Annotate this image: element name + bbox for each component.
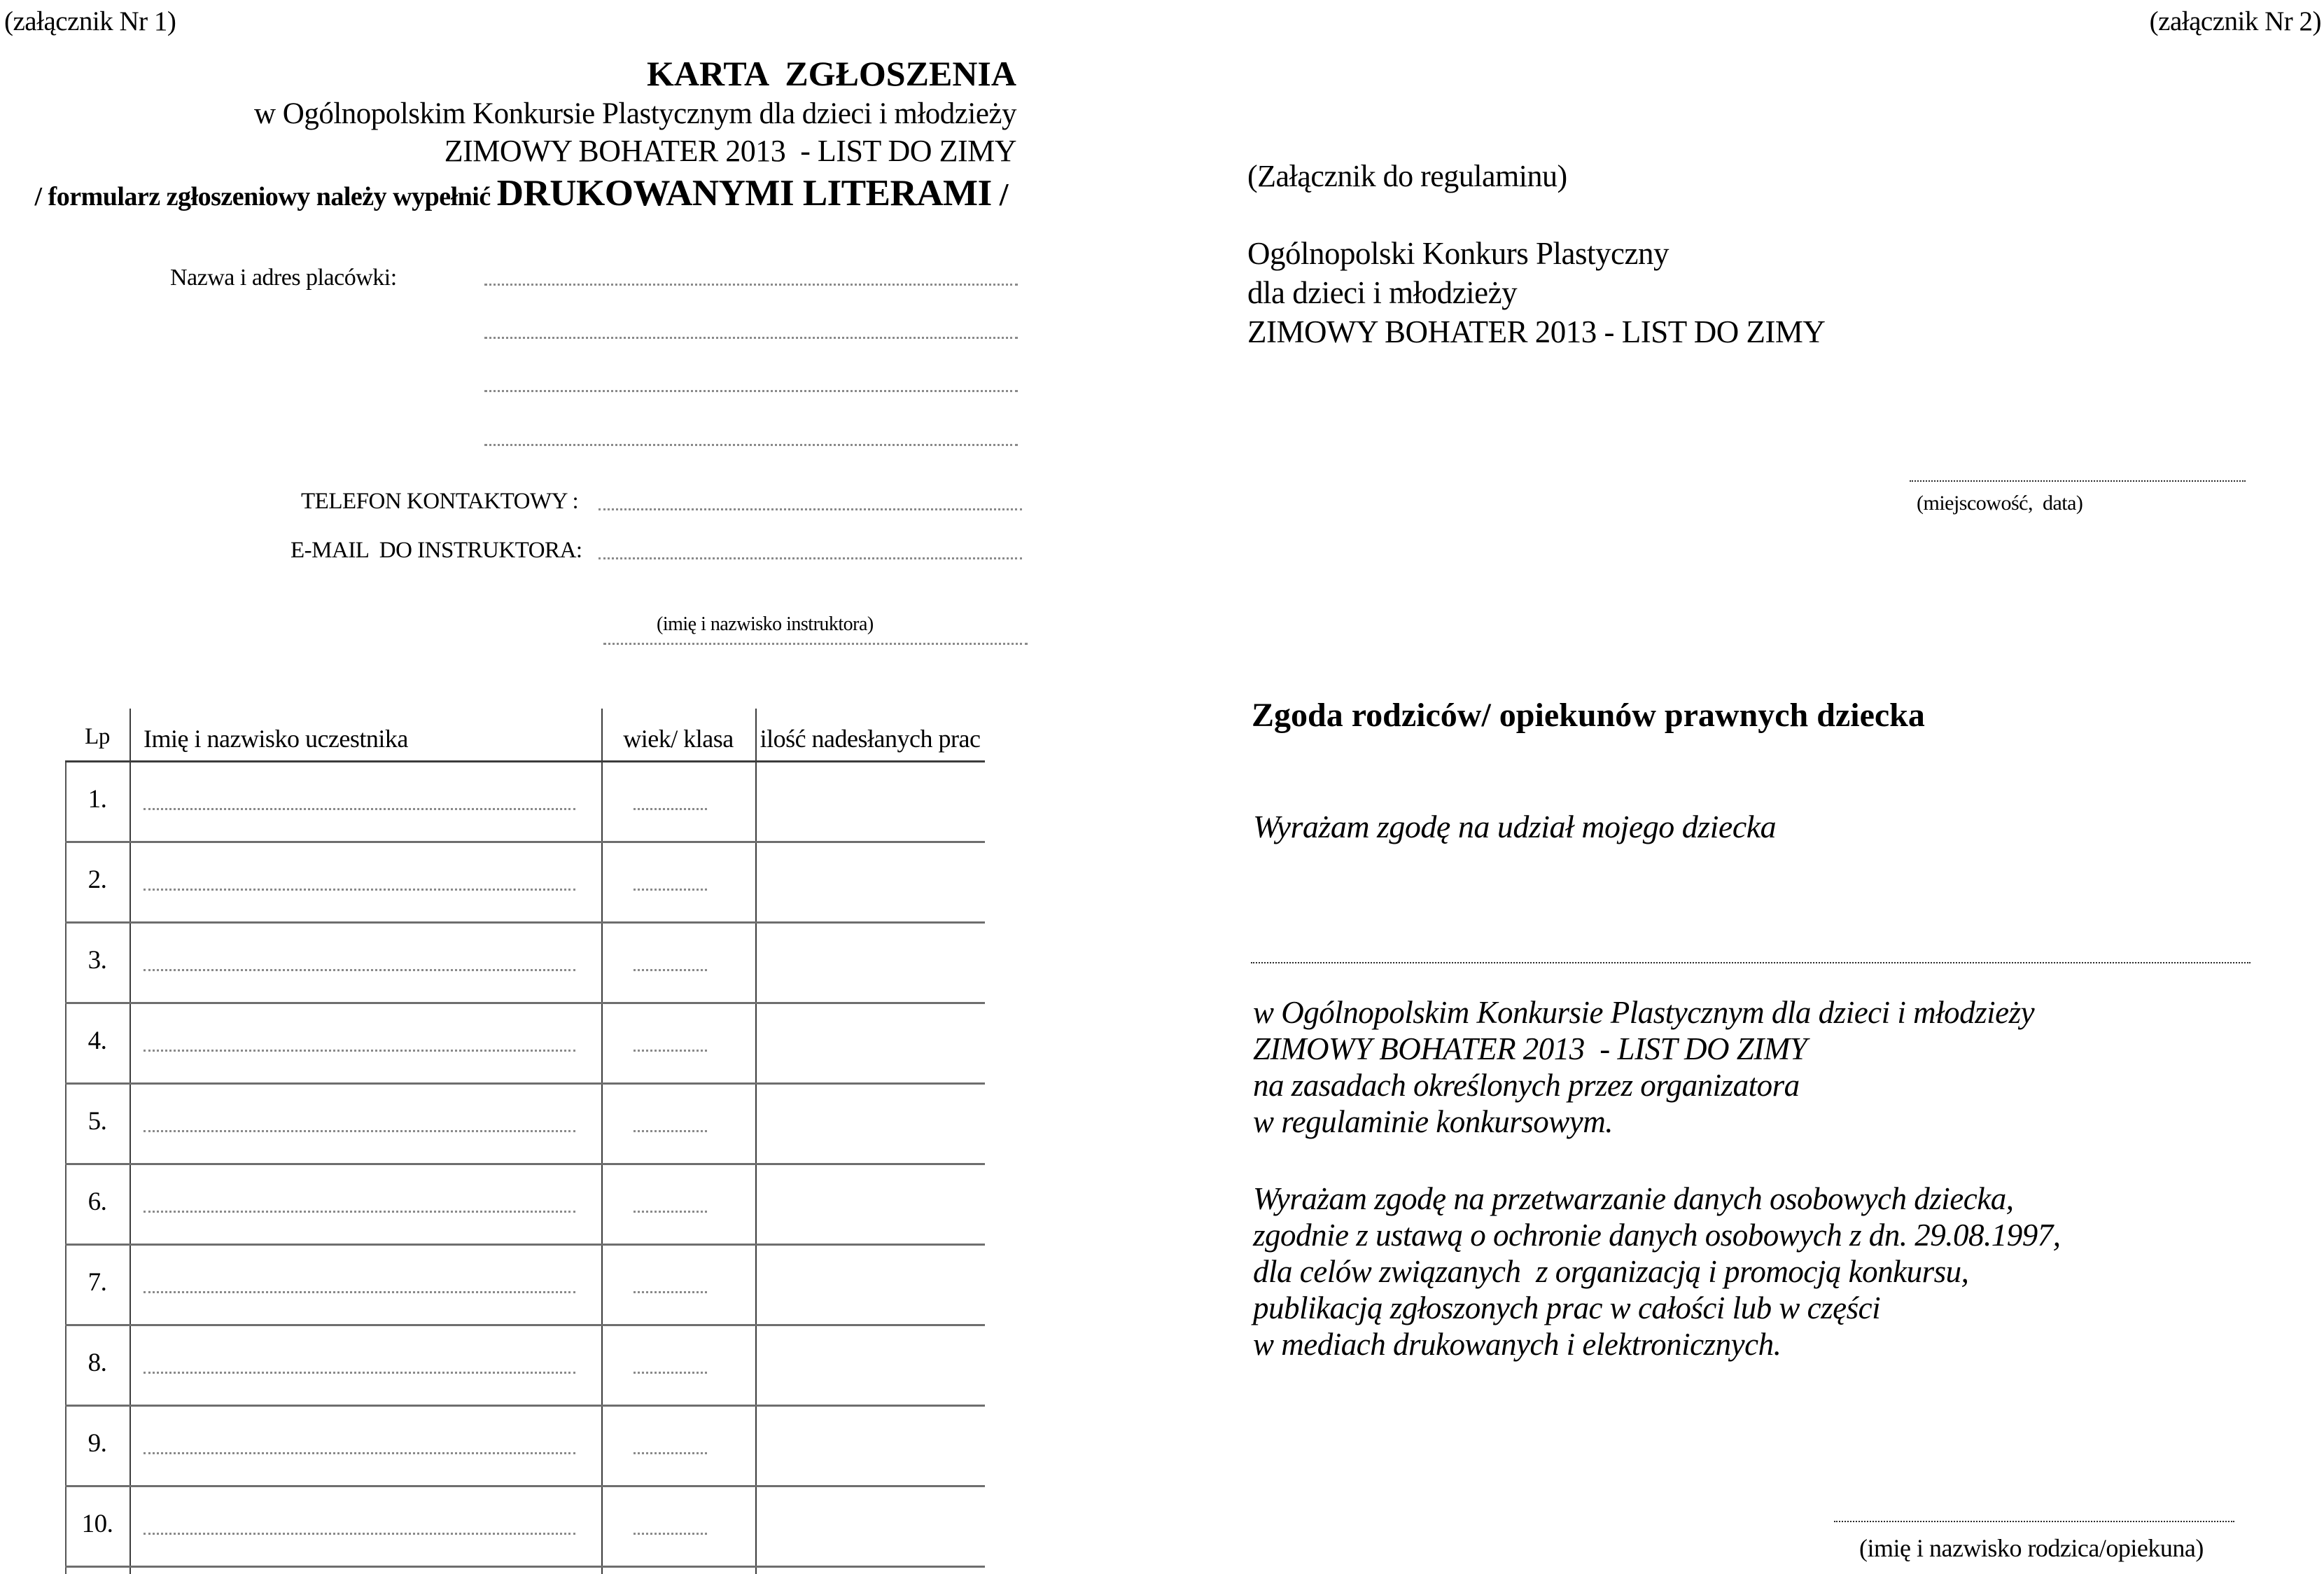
email-blank[interactable] [598,557,1022,559]
row-number: 7. [88,1268,107,1297]
row-number: 2. [88,865,107,894]
form-subtitle-1: w Ogólnopolskim Konkursie Plastycznym dla dzieci i młodzieży [254,97,1016,130]
fill-instruction-suffix: / [991,176,1008,212]
table-row [65,760,985,841]
participant-age-blank[interactable] [634,969,707,971]
place-date-caption: (miejscowość, data) [1917,492,2083,515]
parent-signature-caption: (imię i nazwisko rodzica/opiekuna) [1859,1534,2204,1562]
participant-age-blank[interactable] [634,1372,707,1374]
table-row [65,841,985,921]
contest-name-line-2: dla dzieci i młodzieży [1247,275,1518,310]
participant-age-blank[interactable] [634,889,707,891]
col-header-age: wiek/ klasa [623,725,734,753]
participant-age-blank[interactable] [634,1211,707,1213]
institution-line-4-blank[interactable] [484,444,1018,446]
institution-label: Nazwa i adres placówki: [170,265,397,291]
row-number: 4. [88,1026,107,1055]
consent-heading: Zgoda rodziców/ opiekunów prawnych dziecka [1252,697,1925,734]
consent-paragraph-2-line-5: w mediach drukowanych i elektronicznych. [1253,1327,1782,1362]
row-number: 10. [81,1510,113,1538]
regulation-note: (Załącznik do regulaminu) [1247,159,1567,193]
participant-age-blank[interactable] [634,1533,707,1535]
consent-paragraph-1-line-4: w regulaminie konkursowym. [1253,1104,1614,1139]
participant-name-blank[interactable] [144,1452,575,1454]
institution-line-3-blank[interactable] [484,390,1018,392]
participant-name-blank[interactable] [144,1050,575,1052]
col-header-name: Imię i nazwisko uczestnika [144,725,408,753]
row-number: 5. [88,1107,107,1136]
col-header-lp: Lp [85,724,110,749]
institution-line-1-blank[interactable] [484,284,1018,286]
participant-age-blank[interactable] [634,808,707,810]
parent-signature-blank[interactable] [1834,1521,2234,1522]
phone-blank[interactable] [598,508,1022,510]
consent-paragraph-2-line-2: zgodnie z ustawą o ochronie danych osobowych z dn. 29.08.1997, [1253,1218,2061,1253]
fill-instruction [34,172,1008,214]
consent-paragraph-2-line-1: Wyrażam zgodę na przetwarzanie danych osobowych dziecka, [1253,1181,2014,1216]
table-row-line [65,1566,985,1568]
fill-instruction-emphasis: DRUKOWANYMI LITERAMI [496,173,992,214]
participant-name-blank[interactable] [144,1130,575,1132]
fill-instruction-prefix: / formularz zgłoszeniowy należy wypełnić [34,182,497,211]
instructor-blank[interactable] [603,643,1028,645]
attachment-label-1: (załącznik Nr 1) [4,6,176,36]
consent-intro: Wyrażam zgodę na udział mojego dziecka [1253,809,1777,844]
consent-paragraph-1-line-1: w Ogólnopolskim Konkursie Plastycznym dla dzieci i młodzieży [1253,995,2035,1030]
participant-name-blank[interactable] [144,1372,575,1374]
table-row [65,1002,985,1082]
table-row [65,1082,985,1163]
table-row [65,1405,985,1485]
participant-name-blank[interactable] [144,1291,575,1293]
table-row [65,1163,985,1244]
institution-line-2-blank[interactable] [484,337,1018,339]
place-date-blank[interactable] [1910,480,2246,482]
table-row [65,1485,985,1566]
email-label: E-MAIL DO INSTRUKTORA: [290,538,582,563]
consent-paragraph-2-line-3: dla celów związanych z organizacją i promocją konkursu, [1253,1254,1969,1289]
participant-age-blank[interactable] [634,1291,707,1293]
col-header-works: ilość nadesłanych prac [760,725,981,753]
participant-name-blank[interactable] [144,969,575,971]
contest-name-line-3: ZIMOWY BOHATER 2013 - LIST DO ZIMY [1247,314,1826,349]
participant-name-blank[interactable] [144,808,575,810]
table-row [65,921,985,1002]
consent-paragraph-1-line-2: ZIMOWY BOHATER 2013 - LIST DO ZIMY [1253,1031,1807,1066]
participant-name-blank[interactable] [144,1211,575,1213]
form-subtitle-2: ZIMOWY BOHATER 2013 - LIST DO ZIMY [444,134,1016,168]
row-number: 3. [88,946,107,975]
participant-name-blank[interactable] [144,1533,575,1535]
participant-age-blank[interactable] [634,1050,707,1052]
row-number: 1. [88,785,107,814]
consent-paragraph-1-line-3: na zasadach określonych przez organizatora [1253,1068,1800,1103]
participant-name-blank[interactable] [144,889,575,891]
attachment-label-2: (załącznik Nr 2) [2149,6,2321,36]
row-number: 9. [88,1429,107,1458]
participants-table [65,709,985,1574]
contest-name-line-1: Ogólnopolski Konkurs Plastyczny [1247,236,1669,271]
form-title: KARTA ZGŁOSZENIA [646,54,1016,93]
phone-label: TELEFON KONTAKTOWY : [301,489,579,514]
instructor-caption: (imię i nazwisko instruktora) [657,613,874,635]
participant-age-blank[interactable] [634,1452,707,1454]
child-name-blank[interactable] [1251,962,2250,963]
row-number: 6. [88,1188,107,1216]
table-row [65,1324,985,1405]
participant-age-blank[interactable] [634,1130,707,1132]
consent-paragraph-2-line-4: publikacją zgłoszonych prac w całości lub w części [1253,1290,1881,1325]
row-number: 8. [88,1349,107,1377]
table-row [65,1244,985,1324]
